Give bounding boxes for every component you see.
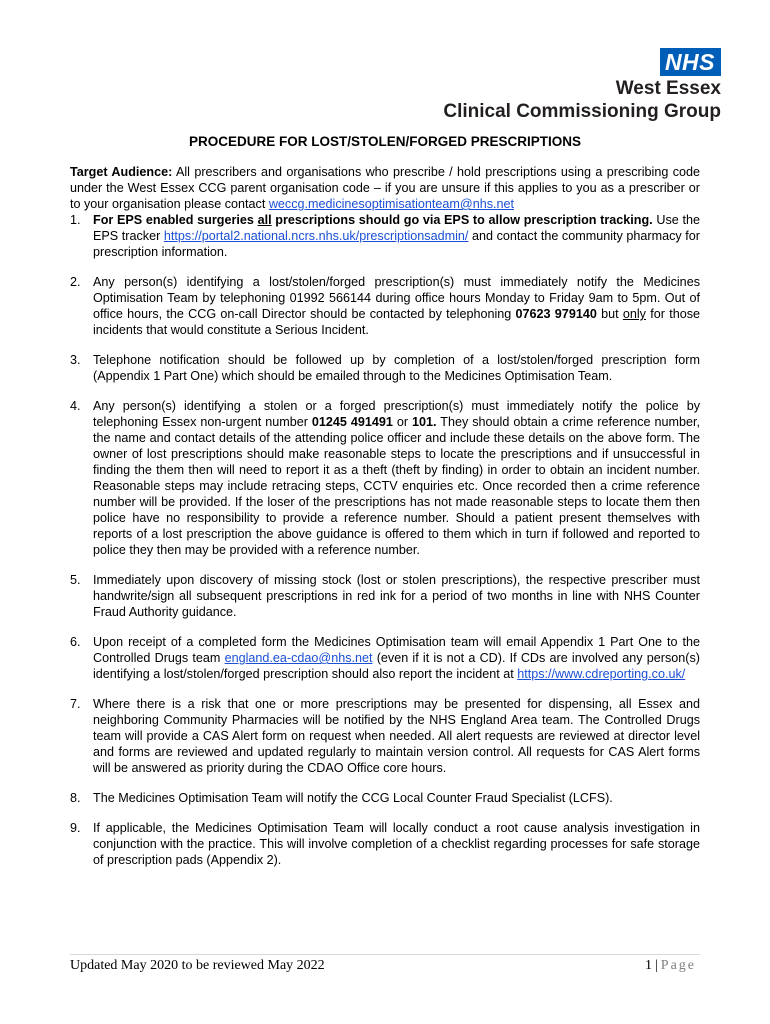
item-number: 3. [70, 353, 81, 367]
org-name-line2: Clinical Commissioning Group [443, 101, 721, 122]
on-call-phone-number: 07623 979140 [515, 307, 597, 321]
page-number-block [645, 958, 696, 974]
item-4-text: Any person(s) identifying a stolen or a forged prescription(s) must immediately notify the police by telephoning Essex non-urgent number [93, 399, 700, 429]
item-2-text-3: for those incidents that would constitute a Serious Incident. [93, 307, 701, 337]
item-number: 6. [70, 635, 81, 649]
procedure-item-8 [70, 790, 700, 806]
item-number: 1. [70, 213, 81, 227]
item-number: 9. [70, 821, 81, 835]
target-audience-label: Target Audience: [70, 165, 173, 179]
item-number: 7. [70, 697, 81, 711]
item-6-text: Upon receipt of a completed form the Medicines Optimisation team will email Appendix 1 Part One to the Controlled Drugs team [93, 635, 700, 665]
procedure-item-4 [70, 398, 700, 558]
item-1-bold-text-2: prescriptions should go via EPS to allow prescription tracking. [271, 213, 653, 227]
item-5-text: Immediately upon discovery of missing stock (lost or stolen prescriptions), the respective prescriber must handwrite/sign all subsequent prescriptions in red ink for a period of two months in line with NHS Counter Fraud Authority guidance. [93, 573, 700, 619]
item-2-underlined-only: only [622, 307, 646, 321]
item-2-text: Any person(s) identifying a lost/stolen/forged prescription(s) must immediately notify the Medicines Optimisation Team by telephoning 01992 566144 during office hours Monday to Friday 9am to 5pm. Out of office hours, the CCG on-call Director should be contacted by telephoning [93, 275, 700, 321]
item-1-bold-text: For EPS enabled surgeries [93, 213, 258, 227]
cdreporting-link[interactable]: https://www.cdreporting.co.uk/ [517, 667, 686, 681]
document-title: PROCEDURE FOR LOST/STOLEN/FORGED PRESCRIPTIONS [188, 134, 582, 149]
procedure-item-7 [70, 696, 700, 776]
page-number: 1 [644, 958, 652, 973]
item-1-underlined-all: all [257, 213, 272, 227]
page-separator: | [654, 958, 658, 973]
procedure-list [70, 212, 700, 868]
item-4-text-3: They should obtain a crime reference number, the name and contact details of the attending police officer and include these details on the above form. The owner of lost prescriptions should make reasonable steps to locate the prescriptions and if unsuccessful in finding the them then will need to report it as a theft (theft by finding) in order to obtain an incident number. Reasonable steps may include retracing steps, CCTV enquiries etc. Once recorded then a crime reference number will be provided. If the loser of the prescriptions has not made reasonable steps to locate them then police have no responsibility to provide a reference number. Should a patient present themselves with reports of a lost prescription the above guidance is offered to them which in turn if followed and reported to police they then may be provided with a reference number. [93, 415, 700, 557]
item-7-text: Where there is a risk that one or more prescriptions may be presented for dispensing, all Essex and neighboring Community Pharmacies will be notified by the NHS England Area team. The Controlled Drugs team will provide a CAS Alert form on request when needed. All alert requests are reviewed at director level and forms are reviewed and updated regularly to maintain version control. All requests for CAS Alert forms will be answered as priority during the CDAO Office core hours. [93, 697, 700, 775]
item-number: 2. [70, 275, 81, 289]
page-label: Page [660, 958, 696, 973]
medicines-team-email-link[interactable]: weccg.medicinesoptimisationteam@nhs.net [268, 197, 515, 211]
footer-update-note: Updated May 2020 to be reviewed May 2022 [70, 958, 325, 973]
item-6-text-2: (even if it is not a CD). If CDs are involved any person(s) identifying a lost/stolen/forged prescription should also report the incident at [93, 651, 700, 681]
eps-tracker-link[interactable]: https://portal2.national.ncrs.nhs.uk/prescriptionsadmin/ [163, 229, 469, 243]
document-body [70, 164, 700, 882]
item-1-text: Use the EPS tracker [93, 213, 700, 243]
cdao-email-link[interactable]: england.ea-cdao@nhs.net [224, 651, 373, 665]
item-1-text-2: and contact the community pharmacy for prescription information. [93, 229, 700, 259]
item-2-text-2: but [596, 307, 623, 321]
item-4-text-2: or [392, 415, 413, 429]
procedure-item-9 [70, 820, 700, 868]
item-number: 8. [70, 791, 81, 805]
target-audience-text: All prescribers and organisations who prescribe / hold prescriptions using a prescribing code under the West Essex CCG parent organisation code – if you are unsure if this applies to you as a prescriber or to your organisation please contact [70, 165, 700, 211]
nhs-logo-mark: NHS [660, 48, 721, 76]
item-number: 5. [70, 573, 81, 587]
item-3-text: Telephone notification should be followed up by completion of a lost/stolen/forged prescription form (Appendix 1 Part One) which should be emailed through to the Medicines Optimisation Team. [93, 353, 700, 383]
police-phone-number: 01245 491491 [311, 415, 393, 429]
page-footer [70, 954, 700, 975]
target-audience [70, 164, 700, 212]
org-name-line1: West Essex [615, 78, 721, 99]
procedure-item-1 [70, 212, 700, 260]
police-101-number: 101. [412, 415, 437, 429]
item-8-text: The Medicines Optimisation Team will notify the CCG Local Counter Fraud Specialist (LCFS). [93, 791, 613, 805]
nhs-logo [443, 48, 721, 123]
procedure-item-6 [70, 634, 700, 682]
procedure-item-3 [70, 352, 700, 384]
item-9-text: If applicable, the Medicines Optimisation Team will locally conduct a root cause analysis investigation in conjunction with the practice. This will involve completion of a checklist regarding processes for safe storage of prescription pads (Appendix 2). [93, 821, 700, 867]
procedure-item-2 [70, 274, 700, 338]
procedure-item-5 [70, 572, 700, 620]
item-number: 4. [70, 399, 81, 413]
